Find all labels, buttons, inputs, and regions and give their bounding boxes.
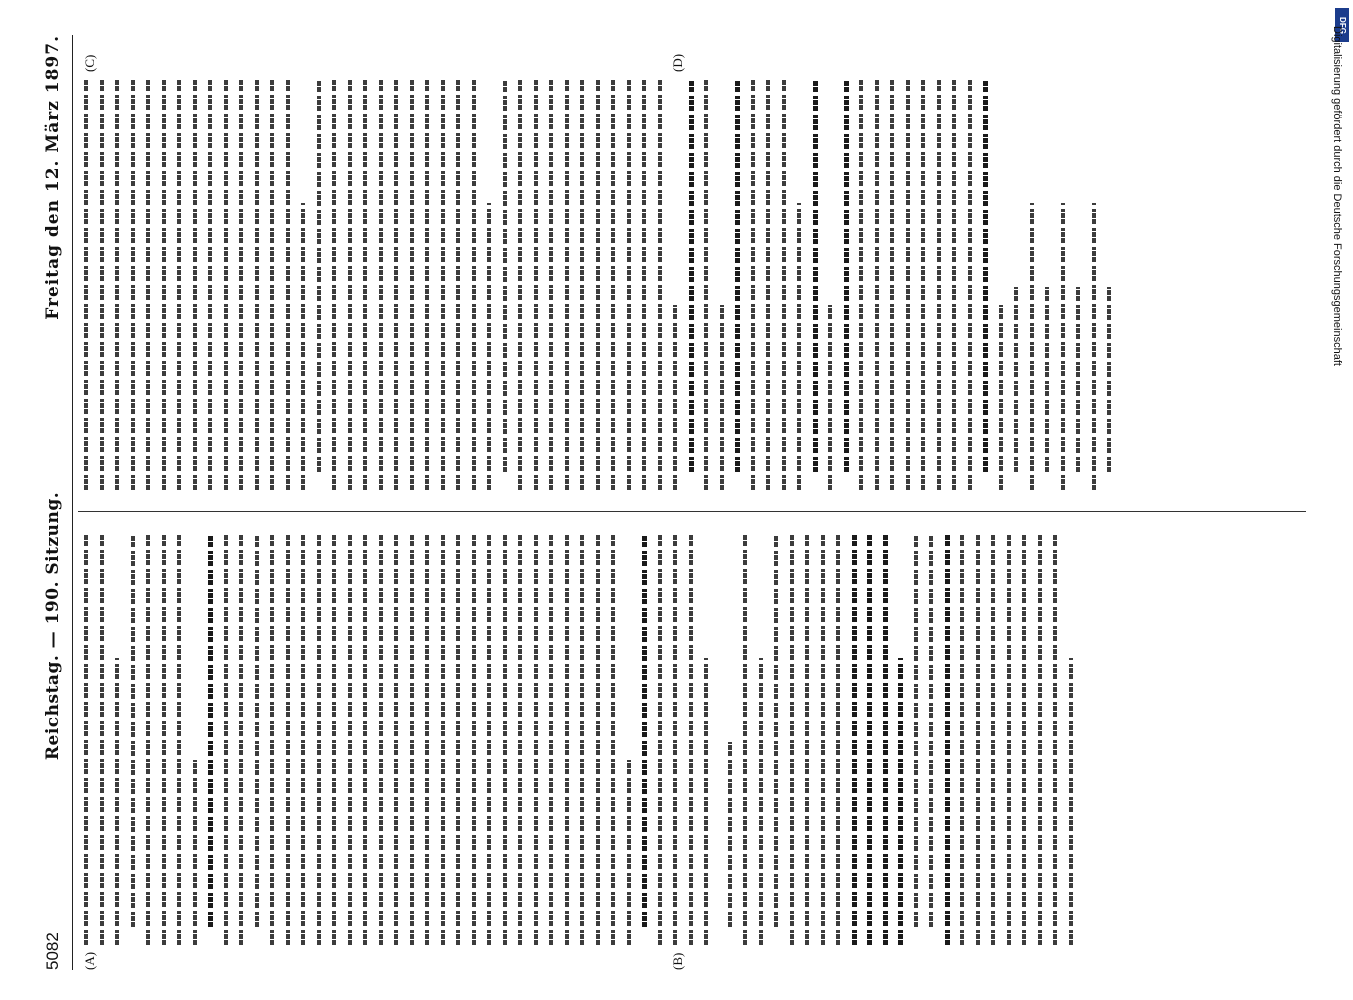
column-separator [78, 511, 1306, 512]
session-title: Reichstag. — 190. Sitzung. [43, 491, 63, 761]
page-header [38, 35, 68, 970]
rotated-sheet [30, 15, 1320, 990]
digitization-note [1327, 26, 1343, 960]
header-rule [72, 35, 73, 970]
text-column-left [78, 535, 1306, 945]
digitization-note-text: Digitalisierung gefördert durch die Deutsche Forschungsgemeinschaft [1331, 26, 1343, 366]
margin-mark-a: (A) [82, 951, 97, 970]
text-column-right [78, 80, 1306, 490]
session-date: Freitag den 12. März 1897. [43, 35, 63, 320]
margin-mark-b: (B) [670, 952, 685, 970]
margin-mark-d: (D) [670, 53, 685, 72]
dfg-logo: DFG [1335, 8, 1349, 42]
page-number: 5082 [43, 932, 62, 970]
document-page [30, 15, 1320, 990]
margin-mark-c: (C) [82, 54, 97, 72]
